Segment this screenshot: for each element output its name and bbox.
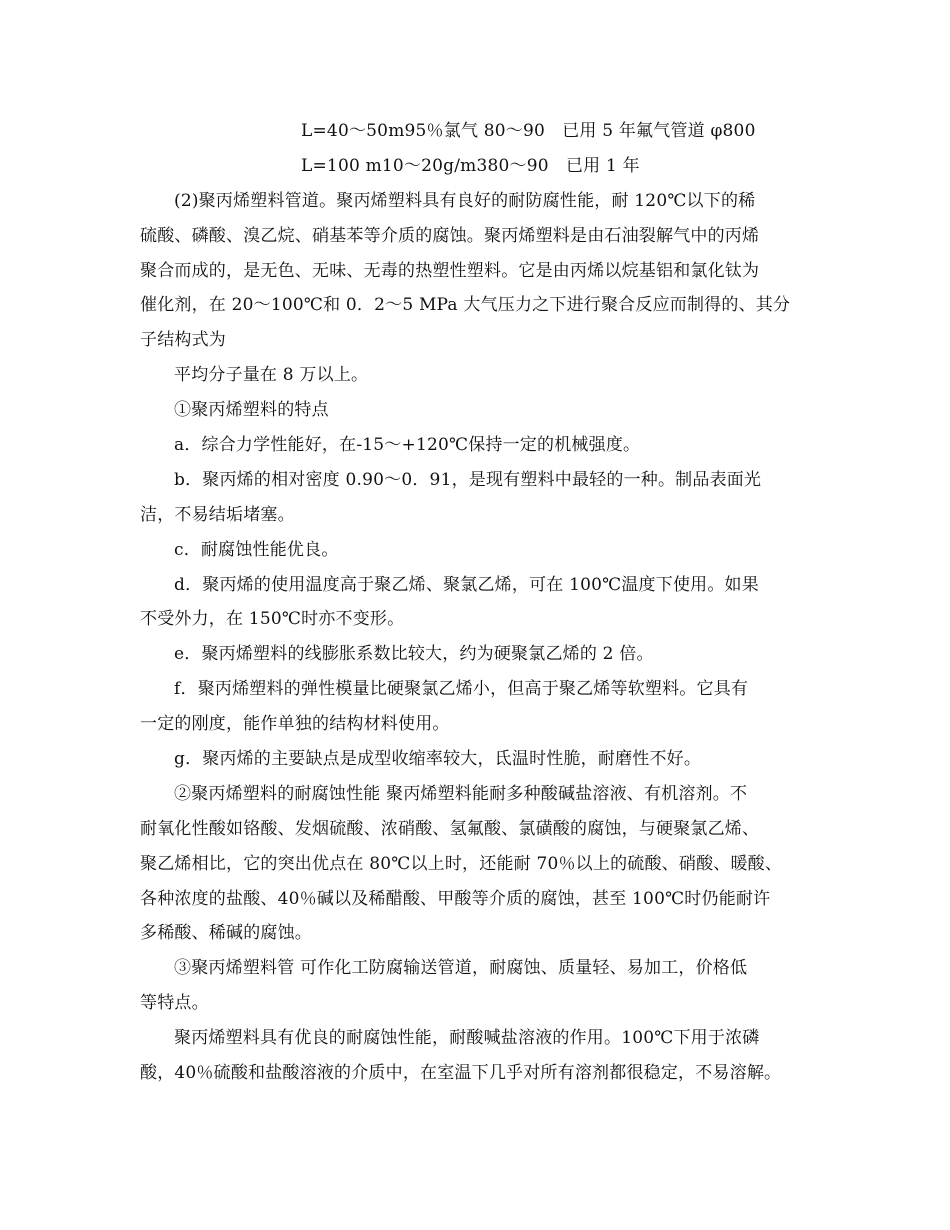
paragraph-line: 催化剂，在 20～100℃和 0．2～5 MPa 大气压力之下进行聚合反应而制得的、其分 (140, 295, 791, 316)
paragraph-line: 硫酸、磷酸、溴乙烷、硝基苯等介质的腐蚀。聚丙烯塑料是由石油裂解气中的丙烯 (140, 225, 760, 246)
list-item: d．聚丙烯的使用温度高于聚乙烯、聚氯乙烯，可在 100℃温度下使用。如果 (174, 574, 759, 595)
paragraph-line: 耐氧化性酸如铬酸、发烟硫酸、浓硝酸、氢氟酸、氯磺酸的腐蚀，与硬聚氯乙烯、 (140, 818, 760, 839)
paragraph-line: 聚乙烯相比，它的突出优点在 80℃以上时，还能耐 70％以上的硫酸、硝酸、暖酸、 (140, 853, 783, 874)
paragraph-line: (2)聚丙烯塑料管道。聚丙烯塑料具有良好的耐防腐性能，耐 120℃以下的稀 (174, 190, 756, 211)
section-heading: ②聚丙烯塑料的耐腐蚀性能 聚丙烯塑料能耐多种酸碱盐溶液、有机溶剂。不 (174, 783, 748, 804)
paragraph-line: 子结构式为 (140, 330, 226, 351)
paragraph-line: 聚丙烯塑料具有优良的耐腐蚀性能，耐酸喊盐溶液的作用。100℃下用于浓磷 (174, 1028, 760, 1049)
table-row: L=40～50m95％氯气 80～90 已用 5 年氟气管道 φ800 (301, 121, 756, 141)
list-item-continuation: 洁，不易结垢堵塞。 (140, 504, 295, 525)
list-item-continuation: 不受外力，在 150℃时亦不变形。 (140, 609, 405, 630)
list-item: g．聚丙烯的主要缺点是成型收缩率较大，氐温时性脆，耐磨性不好。 (174, 749, 702, 770)
paragraph-line: 等特点。 (140, 993, 209, 1014)
paragraph-line: 聚合而成的，是无色、无味、无毒的热塑性塑料。它是由丙烯以烷基铝和氯化钛为 (140, 260, 760, 281)
list-item: b．聚丙烯的相对密度 0.90～0．91，是现有塑料中最轻的一种。制品表面光 (174, 469, 762, 490)
list-item: f．聚丙烯塑料的弹性模量比硬聚氯乙烯小，但高于聚乙烯等软塑料。它具有 (174, 679, 749, 700)
paragraph-line: 酸，40％硫酸和盐酸溶液的介质中，在室温下几乎对所有溶剂都很稳定，不易溶解。 (140, 1063, 782, 1084)
list-item: a．综合力学性能好，在-15～+120℃保持一定的机械强度。 (174, 435, 641, 456)
paragraph-line: 各种浓度的盐酸、40％碱以及稀醋酸、甲酸等介质的腐蚀，甚至 100℃时仍能耐许 (140, 888, 771, 909)
section-heading: ①聚丙烯塑料的特点 (174, 400, 329, 421)
list-item: e．聚丙烯塑料的线膨胀系数比较大，约为硬聚氯乙烯的 2 倍。 (174, 644, 654, 665)
list-item-continuation: 一定的刚度，能作单独的结构材料使用。 (140, 714, 450, 735)
document-page (140, 114, 830, 1091)
table-row: L=100 m10～20g/m380～90 已用 1 年 (301, 155, 640, 176)
list-item: c．耐腐蚀性能优良。 (174, 539, 339, 560)
paragraph-line: 多稀酸、稀碱的腐蚀。 (140, 923, 312, 944)
section-heading: ③聚丙烯塑料管 可作化工防腐输送管道，耐腐蚀、质量轻、易加工，价格低 (174, 958, 748, 979)
paragraph-line: 平均分子量在 8 万以上。 (174, 365, 369, 386)
